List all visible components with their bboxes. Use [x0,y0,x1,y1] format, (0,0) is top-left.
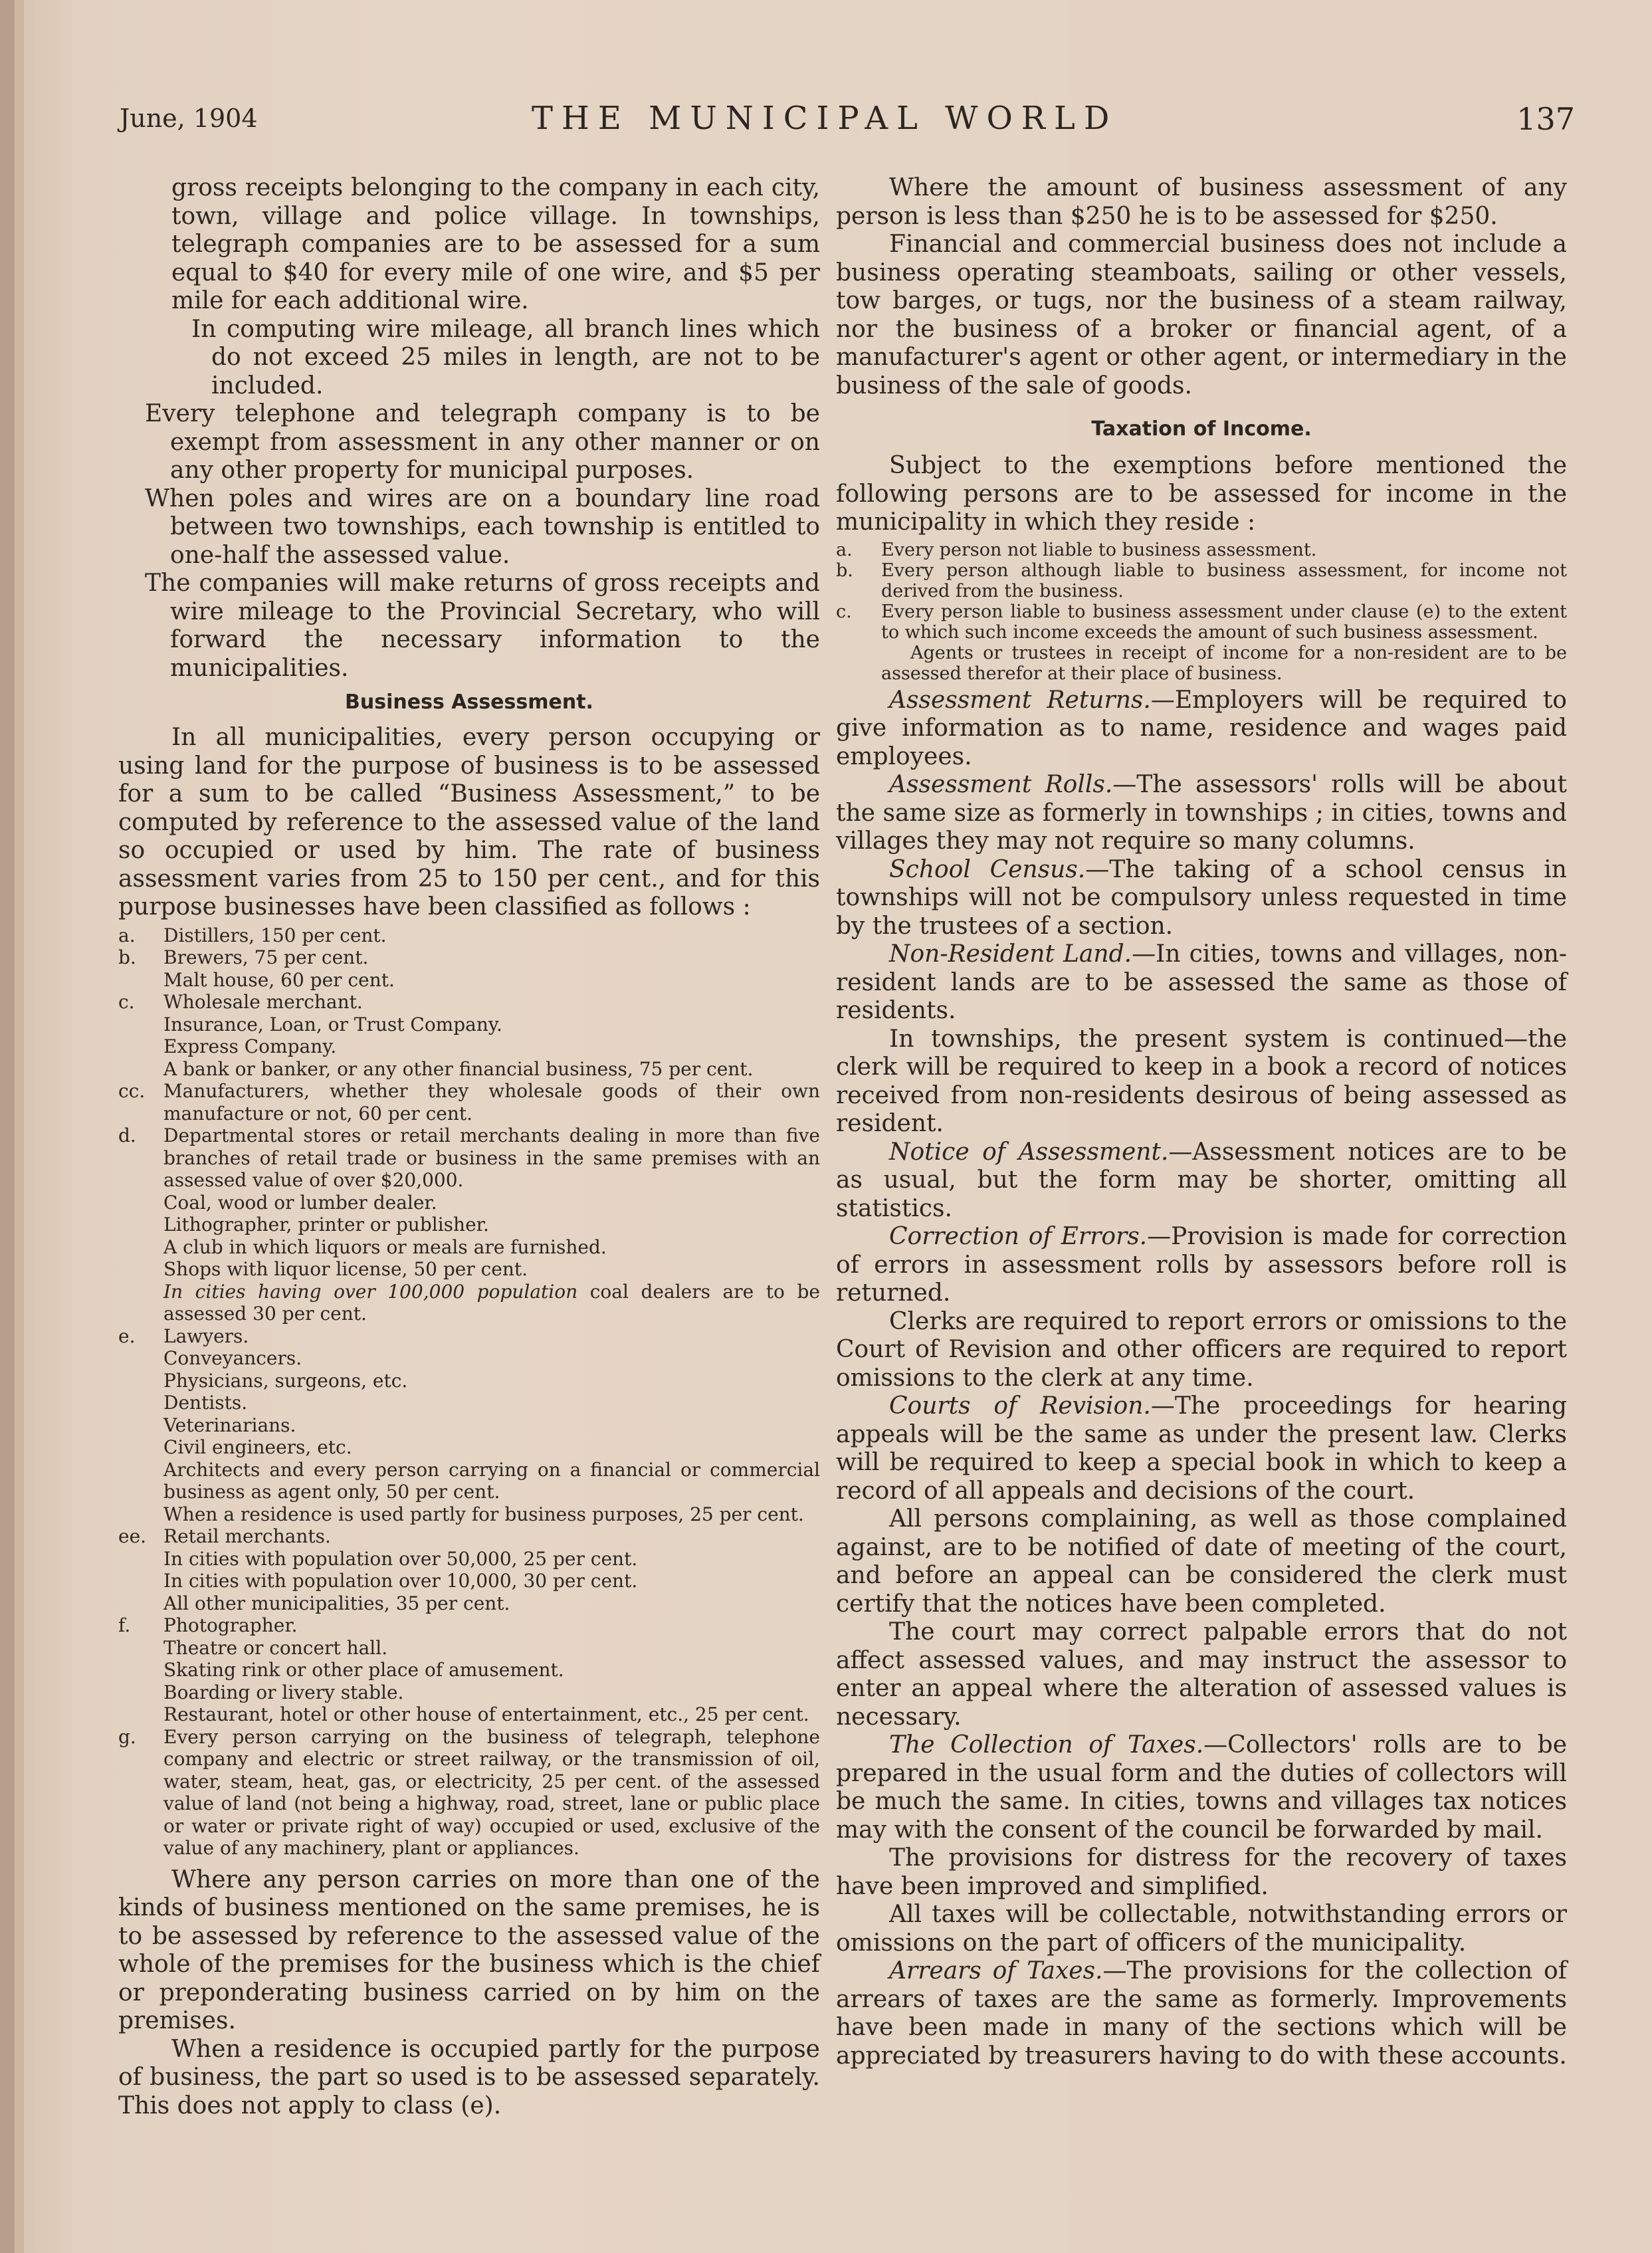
list-marker: d. [118,1125,136,1146]
list-text: Lithographer, printer or publisher. [163,1214,489,1235]
list-item [118,1325,820,1348]
run-in-title: Arrears of Taxes. [889,1957,1103,1985]
list-marker [118,1570,163,1592]
paragraph: Where any person carries on more than one of the kinds of business mentioned on the same premises, he is to be assessed by reference to the assessed value of the whole of the premises for the business which is the chief or preponderating business carried on by him on the premises. [118,1866,820,2034]
list-text: A bank or banker, or any other financial business, 75 per cent. [163,1057,754,1080]
left-column [118,174,820,2120]
list-marker [118,1459,163,1503]
paragraph: Notice of Assessment.—Assessment notices are to be as usual, but the form may be shorter, omitting all statistics. [836,1138,1567,1222]
list-text: In cities with population over 50,000, 25 per cent. [163,1547,638,1570]
list-item [118,1703,820,1726]
list-text: In cities having over 100,000 population coal dealers are to be assessed 30 per cent. [163,1280,820,1325]
run-in-title: Assessment Rolls. [889,771,1113,798]
list-marker: a. [118,924,136,946]
list-text: Theatre or concert hall. [163,1636,388,1659]
list-item [118,1459,820,1503]
list-text: Departmental stores or retail merchants dealing in more than five branches of retail trade or business in the same premises with an assessed value of over $20,000. [163,1125,820,1191]
list-text: Every person carrying on the business of telegraph, telephone company and electric or street railway, or the transmission of oil, water, steam, heat, gas, or electricity, 25 per cent. of the assessed value of land (not being a highway, road, street, lane or public place or water or private right of way) occupied or used, exclusive of the value of any machinery, plant or appliances. [163,1725,820,1859]
list-item [118,969,820,992]
list-text: Architects and every person carrying on a financial or commercial business as agent only, 50 per cent. [163,1458,820,1503]
paragraph: School Census.—The taking of a school census in townships will not be compulsory unless requested in time by the trustees of a section. [836,855,1567,940]
list-item [118,1035,820,1058]
list-text: Express Company. [163,1035,337,1057]
run-in-title: Non-Resident Land. [889,940,1132,968]
list-marker [118,1370,163,1392]
list-marker [118,1703,163,1726]
income-list [836,540,1567,643]
list-text: Every person although liable to business assessment, for income not derived from the business. [881,560,1567,601]
section-heading: Business Assessment. [345,691,593,714]
list-item [118,1258,820,1281]
paragraph: When a residence is occupied partly for the purpose of business, the part so used is to be assessed separately. This does not apply to class (e). [118,2035,820,2119]
note: Agents or trustees in receipt of income for a non-resident are to be assessed therefor at their place of business. [881,642,1567,684]
list-item [118,1236,820,1259]
paragraph: In all municipalities, every person occupying or using land for the purpose of business is to be assessed for a sum to be called “Business Assessment,” to be computed by reference to the assessed value of the land so occupied or used by him. The rate of business assessment varies from 25 to 150 per cent., and for this purpose businesses have been classified as follows : [118,724,820,920]
list-marker: g. [118,1725,136,1748]
paragraph: Correction of Errors.—Provision is made for correction of errors in assessment rolls by assessors before roll is returned. [836,1223,1567,1307]
list-item [118,1080,820,1125]
header-date: June, 1904 [120,104,258,133]
paragraph: All persons complaining, as well as those complained against, are to be notified of date of meeting of the court, and before an appeal can be considered the clerk must certify that the notices have been completed. [836,1505,1567,1618]
paragraph: Courts of Revision.—The proceedings for hearing appeals will be the same as under the present law. Clerks will be required to keep a special book in which to keep a record of all appeals and decisions of the court. [836,1392,1567,1505]
paragraph: Where the amount of business assessment of any person is less than $250 he is to be assessed for $250. [836,174,1567,230]
paragraph: Subject to the exemptions before mentioned the following persons are to be assessed for income in the municipality in which they reside : [836,452,1567,536]
list-marker [118,1192,163,1214]
list-marker [118,1436,163,1459]
list-text: Distillers, 150 per cent. [163,924,387,946]
list-text: Every person not liable to business assessment. [881,539,1317,560]
list-text: When a residence is used partly for business purposes, 25 per cent. [163,1503,804,1525]
list-marker: cc. [118,1080,146,1102]
list-text: Coal, wood or lumber dealer. [163,1191,437,1214]
right-sections [836,687,1567,2071]
list-item [118,1503,820,1526]
list-marker: a. [836,539,853,560]
list-text: Photographer. [163,1614,298,1636]
list-item [118,1681,820,1704]
list-item [836,540,1567,560]
list-text: Civil engineers, etc. [163,1436,352,1458]
list-marker [118,969,163,992]
paragraph: In computing wire mileage, all branch lines which do not exceed 25 miles in length, are not to be included. [191,315,820,399]
list-item [836,560,1567,601]
list-marker [118,1637,163,1660]
paragraph: The provisions for distress for the recovery of taxes have been improved and simplified. [836,1844,1567,1900]
run-in-title: Courts of Revision. [889,1392,1151,1420]
list-text: In cities with population over 10,000, 30 per cent. [163,1570,638,1592]
paragraph: When poles and wires are on a boundary line road between two townships, each township is entitled to one-half the assessed value. [145,484,820,569]
list-item [118,1347,820,1370]
list-text: Physicians, surgeons, etc. [163,1369,408,1392]
journal-title: THE MUNICIPAL WORLD [532,100,1118,137]
list-item [118,924,820,947]
list-marker: c. [118,991,135,1013]
list-item [118,1370,820,1392]
paragraph: The Collection of Taxes.—Collectors' rolls are to be prepared in the usual form and the duties of collectors will be much the same. In cities, towns and villages tax notices may with the consent of the council be forwarded by mail. [836,1731,1567,1844]
list-item [118,1125,820,1192]
paragraph: Every telephone and telegraph company is to be exempt from assessment in any other manner or on any other property for municipal purposes. [145,400,820,484]
list-text: Lawyers. [163,1325,249,1347]
list-text: Shops with liquor license, 50 per cent. [163,1258,528,1280]
paragraph: Assessment Rolls.—The assessors' rolls will be about the same size as formerly in townships ; in cities, towns and villages they may not require so many columns. [836,771,1567,855]
paragraph: Financial and commercial business does not include a business operating steamboats, sailing or other vessels, tow barges, or tugs, nor the business of a steam railway, nor the business of a broker or financial agent, of a manufacturer's agent or other agent, or intermediary in the business of the sale of goods. [836,231,1567,399]
list-marker [118,1414,163,1437]
list-item [118,1570,820,1592]
section-heading: Taxation of Income. [1091,417,1312,441]
page-number: 137 [1516,101,1575,137]
list-marker: e. [118,1325,136,1347]
list-marker: b. [118,946,136,968]
list-marker [118,1659,163,1681]
list-marker [118,1592,163,1615]
paragraph: The companies will make returns of gross receipts and wire mileage to the Provincial Secretary, who will forward the necessary information to the municipalities. [145,570,820,682]
list-marker: c. [836,601,852,622]
list-text: Wholesale merchant. [163,991,363,1013]
list-item [118,1592,820,1615]
list-item [118,1214,820,1236]
list-text: Malt house, 60 per cent. [163,968,395,991]
list-marker [118,1392,163,1414]
list-text: Skating rink or other place of amusement. [163,1659,564,1681]
paragraph: In townships, the present system is continued—the clerk will be required to keep in a book a record of notices received from non-residents desirous of being assessed as resident. [836,1025,1567,1137]
paragraph: The court may correct palpable errors that do not affect assessed values, and may instruct the assessor to enter an appeal where the alteration of assessed values is necessary. [836,1618,1567,1731]
business-classification-list [118,924,820,1860]
list-marker: f. [118,1614,131,1636]
list-item [118,1614,820,1637]
list-text: Restaurant, hotel or other house of entertainment, etc., 25 per cent. [163,1703,809,1725]
list-item [118,1281,820,1325]
list-item [836,601,1567,643]
list-marker [118,1548,163,1570]
list-marker [118,1236,163,1259]
list-item [118,1726,820,1860]
list-text: Retail merchants. [163,1525,331,1547]
list-marker [118,1058,163,1081]
list-marker [118,1014,163,1036]
paragraph: gross receipts belonging to the company in each city, town, village and police village. In townships, telegraph companies are to be assessed for a sum equal to $40 for every mile of one wire, and $5 per mile for each additional wire. [171,174,820,314]
list-item [118,946,820,969]
list-marker [118,1214,163,1236]
list-item [118,991,820,1014]
list-item [118,1637,820,1660]
paragraph: Clerks are required to report errors or omissions to the Court of Revision and other officers are required to report omissions to the clerk at any time. [836,1307,1567,1392]
list-item [118,1414,820,1437]
list-item [118,1525,820,1548]
list-marker [118,1258,163,1281]
list-text: Boarding or livery stable. [163,1681,404,1703]
list-text: Brewers, 75 per cent. [163,946,369,968]
list-marker: ee. [118,1525,147,1547]
run-in-title: Notice of Assessment. [889,1138,1169,1166]
list-item [118,1058,820,1081]
paragraph: All taxes will be collectable, notwithstanding errors or omissions on the part of officers of the municipality. [836,1901,1567,1957]
list-item [118,1192,820,1214]
list-text: Insurance, Loan, or Trust Company. [163,1013,502,1035]
list-item [118,1659,820,1681]
list-text: Every person liable to business assessment under clause (e) to the extent to which such income exceeds the amount of such business assessment. [881,601,1567,643]
paragraph: Arrears of Taxes.—The provisions for the collection of arrears of taxes are the same as formerly. Improvements have been made in many of the sections which will be appreciated by treasurers having to do with these accounts. [836,1957,1567,2070]
running-header [120,100,1575,146]
list-item [118,1548,820,1570]
binding-shadow [15,0,24,2253]
paragraph: Assessment Returns.—Employers will be required to give information as to name, residence and wages paid employees. [836,686,1567,770]
list-marker [118,1503,163,1526]
list-marker [118,1035,163,1058]
list-marker [118,1347,163,1370]
list-text: Veterinarians. [163,1414,296,1436]
right-column [836,174,1567,2070]
list-text: A club in which liquors or meals are furnished. [163,1235,607,1258]
list-text: Dentists. [163,1392,248,1414]
list-text: Conveyancers. [163,1347,302,1369]
list-marker [118,1681,163,1704]
run-in-title: Correction of Errors. [889,1223,1148,1250]
list-marker [118,1281,163,1325]
list-text: Manufacturers, whether they wholesale goods of their own manufacture or not, 60 per cent. [163,1080,820,1125]
run-in-title: The Collection of Taxes. [889,1731,1204,1759]
list-item [118,1014,820,1036]
list-text: All other municipalities, 35 per cent. [163,1592,510,1614]
run-in-title: School Census. [889,855,1086,883]
binding-edge [0,0,15,2253]
paragraph: Non-Resident Land.—In cities, towns and villages, non-resident lands are to be assessed the same as those of residents. [836,940,1567,1024]
list-item [118,1436,820,1459]
run-in-title: Assessment Returns. [889,686,1151,714]
list-marker: b. [836,560,853,581]
list-item [118,1392,820,1414]
